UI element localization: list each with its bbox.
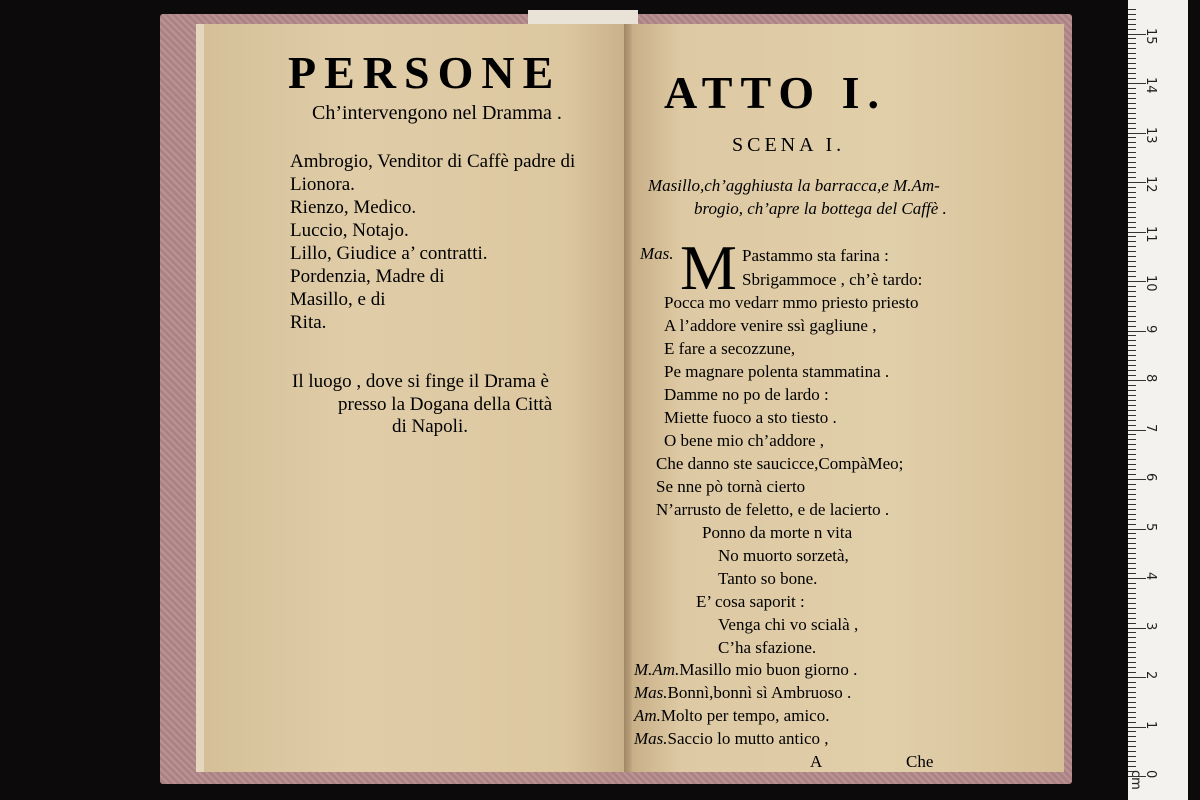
- ruler-tick: [1128, 350, 1136, 351]
- character-line: Lillo, Giudice a’ contratti.: [290, 243, 488, 264]
- drop-cap: M: [680, 232, 737, 303]
- ruler-tick: [1128, 524, 1136, 525]
- ruler-tick: [1128, 613, 1136, 614]
- stage-direction-line: Masillo,ch’agghiusta la barracca,e M.Am-: [648, 176, 940, 195]
- character-line: Ambrogio, Venditor di Caffè padre di: [290, 151, 576, 172]
- ruler-tick: [1128, 63, 1136, 64]
- dialogue-text: Saccio lo mutto antico ,: [667, 729, 829, 748]
- ruler-tick: [1128, 400, 1136, 401]
- ruler-tick: [1128, 19, 1136, 20]
- ruler-tick: [1128, 251, 1136, 252]
- ruler-number: 14: [1143, 77, 1158, 94]
- ruler-tick: [1128, 519, 1136, 520]
- ruler-tick: [1128, 558, 1136, 559]
- ruler-tick: [1128, 682, 1136, 683]
- setting-line: presso la Dogana della Città: [338, 394, 553, 415]
- ruler-tick: [1128, 583, 1136, 584]
- stage-direction-line: brogio, ch’apre la bottega del Caffè .: [694, 199, 947, 218]
- ruler-tick: [1128, 142, 1136, 143]
- ruler-tick: [1128, 345, 1136, 346]
- ruler-tick: [1128, 410, 1136, 411]
- ruler-tick: [1128, 712, 1136, 713]
- ruler-tick: [1128, 667, 1136, 668]
- verse-line: Ponno da morte n vita: [702, 523, 853, 542]
- dialogue-text: Masillo mio buon giorno .: [679, 660, 858, 679]
- ruler-tick: [1128, 395, 1136, 396]
- ruler-number: 3: [1143, 621, 1158, 630]
- ruler-tick: [1128, 207, 1136, 208]
- ruler-tick: [1128, 632, 1136, 633]
- ruler-tick: [1128, 256, 1136, 257]
- ruler-tick: [1128, 276, 1136, 277]
- ruler-tick: [1128, 672, 1136, 673]
- ruler-tick: [1128, 573, 1136, 574]
- ruler-tick: [1128, 642, 1136, 643]
- ruler-tick: [1128, 172, 1136, 173]
- ruler-tick: [1128, 296, 1136, 297]
- verse-line: C’ha sfazione.: [718, 638, 817, 657]
- ruler-tick: [1128, 212, 1136, 213]
- ruler-tick: [1128, 78, 1136, 79]
- ruler-tick: [1128, 415, 1136, 416]
- ruler-tick: [1128, 563, 1136, 564]
- character-line: Rita.: [290, 312, 327, 333]
- verse-line: Sbrigammoce , ch’è tardo:: [742, 270, 923, 289]
- ruler-tick: [1128, 370, 1136, 371]
- ruler-tick: [1128, 167, 1136, 168]
- ruler-tick: [1128, 603, 1136, 604]
- ruler-tick: [1128, 533, 1136, 534]
- ruler-tick: [1128, 355, 1136, 356]
- ruler-tick: [1128, 598, 1136, 599]
- ruler-tick: [1128, 687, 1136, 688]
- ruler-tick: [1128, 637, 1136, 638]
- character-line: Luccio, Notajo.: [290, 220, 409, 241]
- ruler-tick: [1128, 197, 1136, 198]
- verse-line: N’arrusto de feletto, e de lacierto .: [656, 500, 890, 519]
- ruler-tick: [1128, 553, 1136, 554]
- ruler-tick: [1128, 335, 1136, 336]
- ruler-tick: [1128, 128, 1136, 129]
- ruler-tick: [1128, 103, 1136, 104]
- ruler-tick: [1128, 593, 1136, 594]
- ruler-tick: [1128, 360, 1136, 361]
- ruler-tick: [1128, 177, 1136, 178]
- ruler-tick: [1128, 736, 1136, 737]
- ruler-tick: [1128, 652, 1136, 653]
- ruler-tick: [1128, 494, 1136, 495]
- ruler-tick: [1128, 306, 1136, 307]
- ruler-tick: [1128, 187, 1136, 188]
- ruler-tick: [1128, 162, 1136, 163]
- ruler-tick: [1128, 241, 1136, 242]
- dialogue-speaker: Am.: [634, 706, 661, 725]
- ruler-number: 15: [1143, 27, 1158, 45]
- ruler-tick: [1128, 246, 1136, 247]
- atto-heading: ATTO I.: [664, 67, 888, 118]
- ruler-tick: [1128, 722, 1136, 723]
- ruler-tick: [1128, 365, 1136, 366]
- ruler-tick: [1128, 761, 1136, 762]
- ruler-number: 6: [1143, 473, 1158, 482]
- ruler-tick: [1128, 499, 1136, 500]
- ruler-tick: [1128, 73, 1136, 74]
- character-line: Masillo, e di: [290, 289, 386, 310]
- ruler-tick: [1128, 152, 1136, 153]
- persone-subheading: Ch’intervengono nel Dramma .: [312, 102, 562, 124]
- ruler-tick: [1128, 692, 1136, 693]
- ruler-number: 8: [1143, 374, 1158, 383]
- character-line: Lionora.: [290, 174, 355, 195]
- ruler-tick: [1128, 731, 1136, 732]
- ruler-tick: [1128, 88, 1136, 89]
- ruler-tick: [1128, 469, 1136, 470]
- dialogue-text: Molto per tempo, amico.: [660, 706, 830, 725]
- verse-line: E fare a secozzune,: [664, 339, 796, 358]
- ruler-tick: [1128, 657, 1136, 658]
- ruler-tick: [1128, 118, 1136, 119]
- verse-line: E’ cosa saporit :: [696, 592, 805, 611]
- dialogue-speaker: M.Am.: [634, 660, 680, 679]
- dialogue-speaker: Mas.: [634, 729, 668, 748]
- dialogue-line: [634, 683, 851, 703]
- ruler-tick: [1128, 29, 1136, 30]
- verse-line: Pocca mo vedarr mmo priesto priesto: [664, 293, 919, 312]
- ruler-tick: [1128, 375, 1136, 376]
- ruler-tick: [1128, 741, 1136, 742]
- ruler-tick: [1128, 202, 1136, 203]
- verse-line: Damme no po de lardo :: [664, 385, 829, 404]
- ruler-tick: [1128, 266, 1136, 267]
- ruler-tick: [1128, 662, 1136, 663]
- ruler-tick: [1128, 271, 1136, 272]
- ruler-tick: [1128, 746, 1136, 747]
- ruler-tick: [1128, 261, 1136, 262]
- ruler-tick: [1128, 123, 1136, 124]
- ruler-tick: [1128, 489, 1136, 490]
- ruler-tick: [1128, 24, 1136, 25]
- ruler-tick: [1128, 548, 1136, 549]
- verse-line: Se nne pò tornà cierto: [656, 477, 806, 496]
- ruler-tick: [1128, 484, 1136, 485]
- ruler-tick: [1128, 459, 1136, 460]
- ruler-tick: [1128, 444, 1136, 445]
- ruler-tick: [1128, 227, 1136, 228]
- ruler-tick: [1128, 9, 1136, 10]
- ruler-tick: [1128, 311, 1136, 312]
- ruler-tick: [1128, 68, 1136, 69]
- ruler-tick: [1128, 236, 1136, 237]
- ruler-tick: [1128, 707, 1136, 708]
- ruler-tick: [1128, 439, 1136, 440]
- ruler-number: 1: [1143, 720, 1158, 729]
- ruler-tick: [1128, 53, 1136, 54]
- speaker-label: Mas.: [640, 244, 674, 263]
- ruler-tick: [1128, 697, 1136, 698]
- verse-line: A l’addore venire ssì gagliune ,: [664, 316, 877, 335]
- ruler-tick: [1128, 385, 1136, 386]
- ruler-tick: [1128, 321, 1136, 322]
- ruler-tick: [1128, 43, 1136, 44]
- scene-heading: SCENA I.: [732, 134, 846, 156]
- ruler-tick: [1128, 157, 1136, 158]
- ruler-tick: [1128, 108, 1136, 109]
- ruler-tick: [1128, 623, 1136, 624]
- ruler-tick: [1128, 286, 1136, 287]
- verse-line: Che danno ste saucicce,CompàMeo;: [656, 454, 904, 473]
- measurement-ruler: [1128, 0, 1188, 800]
- ruler-tick: [1128, 405, 1136, 406]
- dialogue-line: [634, 729, 829, 749]
- dialogue-speaker: Mas.: [634, 683, 668, 702]
- ruler-tick: [1128, 420, 1136, 421]
- gutter-fold: [624, 24, 632, 772]
- ruler-number: 7: [1143, 423, 1158, 432]
- ruler-tick: [1128, 192, 1136, 193]
- ruler-tick: [1128, 702, 1136, 703]
- dialogue-line: [634, 660, 857, 680]
- ruler-tick: [1128, 514, 1136, 515]
- ruler-tick: [1128, 326, 1136, 327]
- catchword: Che: [906, 752, 934, 771]
- ruler-tick: [1128, 38, 1136, 39]
- signature-mark: A: [810, 752, 823, 771]
- ruler-number: 4: [1143, 572, 1158, 581]
- verse-line: Tanto so bone.: [718, 569, 818, 588]
- character-line: Pordenzia, Madre di: [290, 266, 445, 287]
- dialogue-line: [634, 706, 829, 726]
- ruler-number: 12: [1143, 176, 1158, 193]
- ruler-tick: [1128, 48, 1136, 49]
- ruler-number: 9: [1143, 324, 1158, 333]
- ruler-tick: [1128, 14, 1136, 15]
- ruler-tick: [1128, 291, 1136, 292]
- ruler-tick: [1128, 147, 1136, 148]
- character-line: Rienzo, Medico.: [290, 197, 417, 218]
- ruler-number: 10: [1143, 275, 1158, 292]
- ruler-tick: [1128, 301, 1136, 302]
- verse-line: Pastammo sta farina :: [742, 246, 889, 265]
- ruler-tick: [1128, 113, 1136, 114]
- ruler-tick: [1128, 434, 1136, 435]
- ruler-number: 2: [1143, 671, 1158, 680]
- setting-line: Il luogo , dove si finge il Drama è: [292, 371, 549, 392]
- persone-heading: PERSONE: [288, 47, 562, 98]
- ruler-tick: [1128, 474, 1136, 475]
- ruler-tick: [1128, 717, 1136, 718]
- ruler-tick: [1128, 588, 1136, 589]
- ruler-tick: [1128, 93, 1136, 94]
- ruler-tick: [1128, 766, 1136, 767]
- ruler-tick: [1128, 751, 1136, 752]
- verse-line: Pe magnare polenta stammatina .: [664, 362, 890, 381]
- verse-line: O bene mio ch’addore ,: [664, 431, 825, 450]
- ruler-tick: [1128, 464, 1136, 465]
- dialogue-text: Bonnì,bonnì sì Ambruoso .: [667, 683, 852, 702]
- ruler-tick: [1128, 756, 1136, 757]
- ruler-tick: [1128, 98, 1136, 99]
- setting-line: di Napoli.: [392, 416, 468, 437]
- ruler-tick: [1128, 217, 1136, 218]
- ruler-tick: [1128, 316, 1136, 317]
- ruler-number: 13: [1143, 126, 1158, 144]
- ruler-tick: [1128, 340, 1136, 341]
- ruler-tick: [1128, 538, 1136, 539]
- ruler-number: 0 cm: [1128, 770, 1158, 790]
- ruler-tick: [1128, 58, 1136, 59]
- ruler-tick: [1128, 454, 1136, 455]
- ruler-tick: [1128, 390, 1136, 391]
- verse-line: Miette fuoco a sto tiesto .: [664, 408, 837, 427]
- ruler-tick: [1128, 543, 1136, 544]
- ruler-tick: [1128, 647, 1136, 648]
- ruler-tick: [1128, 568, 1136, 569]
- ruler-tick: [1128, 608, 1136, 609]
- ruler-tick: [1128, 504, 1136, 505]
- ruler-number: 11: [1143, 225, 1158, 243]
- ruler-tick: [1128, 618, 1136, 619]
- ruler-tick: [1128, 137, 1136, 138]
- verse-line: No muorto sorzetà,: [718, 546, 849, 565]
- ruler-number: 5: [1143, 522, 1158, 531]
- verse-line: Venga chi vo scialà ,: [718, 615, 859, 634]
- ruler-tick: [1128, 425, 1136, 426]
- ruler-tick: [1128, 222, 1136, 223]
- ruler-tick: [1128, 509, 1136, 510]
- ruler-tick: [1128, 449, 1136, 450]
